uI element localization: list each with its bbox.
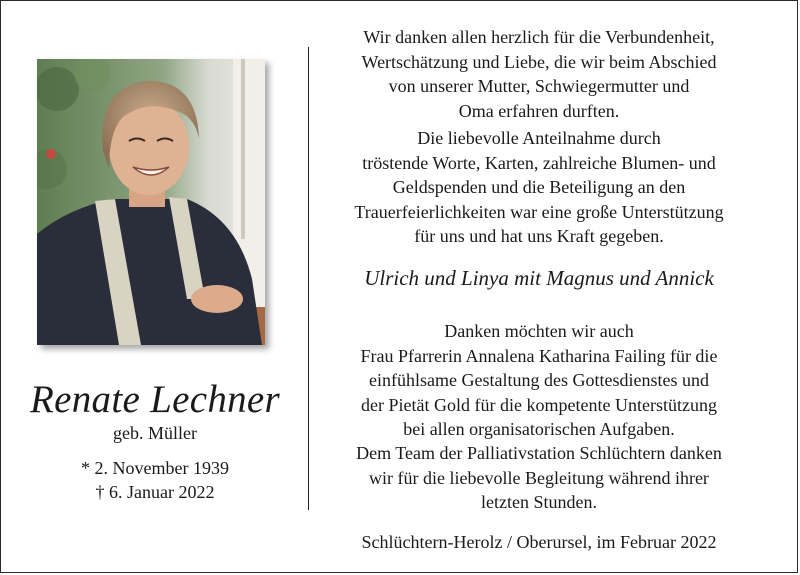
thanks-paragraph-4 <box>317 441 761 515</box>
text-line: einfühlsame Gestaltung des Gottesdienstes und <box>369 370 709 390</box>
text-line: Frau Pfarrerin Annalena Katharina Failing für die <box>360 345 718 366</box>
text-line: wir für die liebevolle Begleitung während ihrer <box>369 467 709 488</box>
text-line: Wertschätzung und Liebe, die wir beim Abschied <box>361 51 717 72</box>
portrait-photo <box>37 59 265 345</box>
deceased-name: Renate Lechner <box>29 378 281 421</box>
death-date: † 6. Januar 2022 <box>95 482 215 502</box>
portrait-image <box>37 59 265 345</box>
text-line: der Pietät Gold für die kompetente Unterstützung <box>361 394 717 415</box>
text-line: Danken möchten wir auch <box>444 321 634 341</box>
thanks-paragraph-3 <box>317 319 761 442</box>
maiden-name: geb. Müller <box>113 423 197 443</box>
family-signers: Ulrich und Linya mit Magnus und Annick <box>364 266 714 290</box>
life-dates <box>21 456 289 504</box>
text-line: Geldspenden und die Beteiligung an den <box>392 177 686 197</box>
text-line: bei allen organisatorischen Aufgaben. <box>403 419 675 439</box>
text-line: Oma erfahren durften. <box>458 100 620 121</box>
text-line: Trauerfeierlichkeiten war eine große Unterstützung <box>354 201 724 222</box>
text-line: Wir danken allen herzlich für die Verbundenheit, <box>363 27 715 47</box>
text-line: letzten Stunden. <box>481 492 597 512</box>
text-line: Die liebevolle Anteilnahme durch <box>417 128 661 148</box>
thanks-paragraph-1 <box>317 25 761 123</box>
text-line: für uns und hat uns Kraft gegeben. <box>414 226 664 246</box>
thanks-paragraph-2 <box>317 126 761 249</box>
text-line: Dem Team der Palliativstation Schlüchtern danken <box>356 443 722 463</box>
place-and-date: Schlüchtern-Herolz / Oberursel, im Februar 2022 <box>361 532 717 552</box>
text-line: tröstende Worte, Karten, zahlreiche Blumen- und <box>362 152 716 173</box>
text-line: von unserer Mutter, Schwiegermutter und <box>388 76 690 96</box>
column-divider <box>308 47 309 510</box>
birth-date: * 2. November 1939 <box>81 458 229 478</box>
